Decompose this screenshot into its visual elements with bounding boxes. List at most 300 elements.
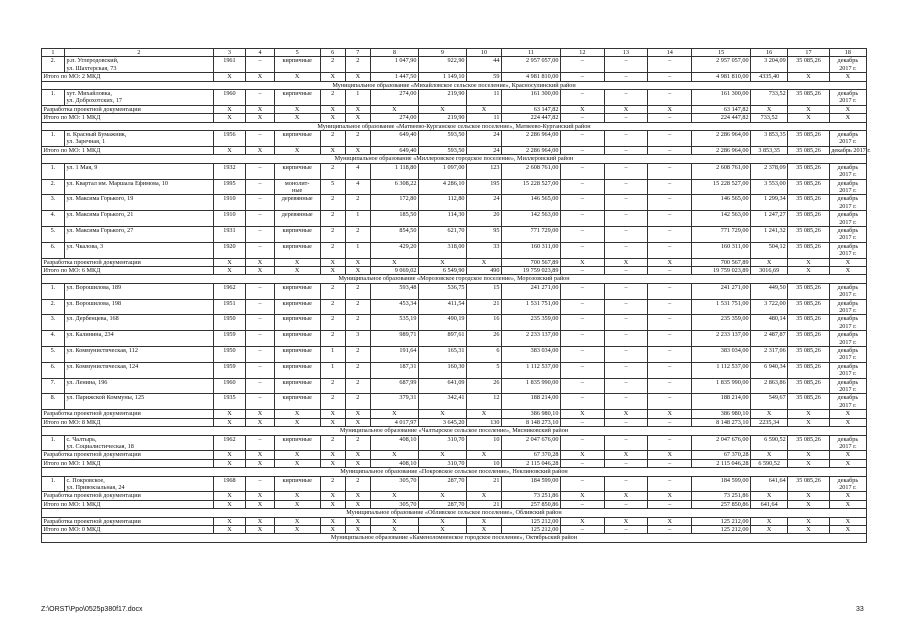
table-cell: 4. bbox=[42, 331, 65, 347]
table-cell: 112,80 bbox=[418, 195, 466, 211]
total-cell: – bbox=[604, 500, 648, 508]
table-cell: – bbox=[246, 476, 274, 492]
total-cell: – bbox=[604, 73, 648, 81]
table-cell: – bbox=[604, 394, 648, 410]
table-cell: – bbox=[648, 195, 692, 211]
total-cell: X bbox=[751, 492, 788, 500]
total-cell: X bbox=[829, 525, 866, 533]
total-cell: 2235,34 bbox=[751, 418, 788, 426]
table-cell: 1962 bbox=[213, 283, 246, 299]
total-cell: 287,70 bbox=[418, 500, 466, 508]
total-cell: 125 212,00 bbox=[692, 525, 751, 533]
total-row bbox=[42, 517, 867, 525]
table-cell: 35 085,26 bbox=[788, 131, 830, 147]
table-cell: 1961 bbox=[213, 57, 246, 73]
total-cell: X bbox=[560, 105, 604, 113]
building-row bbox=[42, 378, 867, 394]
total-cell: 2 286 964,00 bbox=[501, 146, 560, 154]
table-cell: – bbox=[648, 299, 692, 315]
building-row bbox=[42, 362, 867, 378]
table-cell: 160 311,00 bbox=[692, 242, 751, 258]
total-cell: – bbox=[604, 525, 648, 533]
total-cell: 19 759 023,89 bbox=[692, 266, 751, 274]
table-cell: декабрь 2017 г. bbox=[829, 131, 866, 147]
table-cell: 1920 bbox=[213, 242, 246, 258]
building-row bbox=[42, 242, 867, 258]
table-cell: 12 bbox=[467, 394, 502, 410]
table-cell: 35 085,26 bbox=[788, 394, 830, 410]
total-cell: – bbox=[560, 525, 604, 533]
total-cell: X bbox=[274, 517, 320, 525]
building-row bbox=[42, 476, 867, 492]
table-cell: 2 487,87 bbox=[751, 331, 788, 347]
table-cell: – bbox=[648, 283, 692, 299]
table-cell: 1. bbox=[42, 435, 65, 451]
table-cell: 1. bbox=[42, 476, 65, 492]
table-cell: – bbox=[604, 378, 648, 394]
table-cell: 687,99 bbox=[370, 378, 418, 394]
table-cell: – bbox=[604, 57, 648, 73]
table-cell: 35 085,26 bbox=[788, 242, 830, 258]
total-cell: 386 980,10 bbox=[501, 410, 560, 418]
table-cell: 2 bbox=[320, 476, 345, 492]
total-row bbox=[42, 73, 867, 81]
table-cell: 1. bbox=[42, 131, 65, 147]
table-cell: 6 590,52 bbox=[751, 435, 788, 451]
total-cell: 10 bbox=[467, 459, 502, 467]
total-cell: X bbox=[345, 266, 370, 274]
total-cell: X bbox=[829, 500, 866, 508]
total-cell: – bbox=[604, 459, 648, 467]
table-cell: 5 bbox=[320, 179, 345, 195]
total-cell: – bbox=[560, 418, 604, 426]
table-cell: – bbox=[246, 90, 274, 106]
table-cell: 2 bbox=[320, 331, 345, 347]
total-cell: 125 212,00 bbox=[501, 525, 560, 533]
column-number: 13 bbox=[604, 49, 648, 57]
total-cell: 490 bbox=[467, 266, 502, 274]
address-cell: ул. Квартал им. Маршала Ефимова, 10 bbox=[64, 179, 213, 195]
total-cell: X bbox=[829, 517, 866, 525]
column-number: 3 bbox=[213, 49, 246, 57]
total-label: Итого по МО: 1 МКД bbox=[42, 146, 214, 154]
column-number: 12 bbox=[560, 49, 604, 57]
total-cell: X bbox=[418, 525, 466, 533]
table-cell: 1 bbox=[345, 242, 370, 258]
table-cell: 5 bbox=[467, 362, 502, 378]
total-cell: 274,00 bbox=[370, 114, 418, 122]
table-cell: 160,30 bbox=[418, 362, 466, 378]
page-number: 33 bbox=[856, 606, 864, 613]
table-cell: 11 bbox=[467, 90, 502, 106]
column-number: 1 bbox=[42, 49, 65, 57]
address-cell: хут. Михайловка, ул. Доброхотских, 17 bbox=[64, 90, 213, 106]
table-cell: 504,12 bbox=[751, 242, 788, 258]
total-cell: – bbox=[648, 525, 692, 533]
total-cell: X bbox=[788, 266, 830, 274]
table-cell: 185,50 bbox=[370, 211, 418, 227]
table-cell: 195 bbox=[467, 179, 502, 195]
table-cell: 3. bbox=[42, 195, 65, 211]
total-cell: X bbox=[213, 114, 246, 122]
table-cell: 2 bbox=[345, 299, 370, 315]
total-cell: X bbox=[246, 517, 274, 525]
total-cell: 63 147,82 bbox=[501, 105, 560, 113]
table-cell: 2 bbox=[345, 378, 370, 394]
total-cell: – bbox=[604, 114, 648, 122]
total-cell: 24 bbox=[467, 146, 502, 154]
table-cell: 35 085,26 bbox=[788, 435, 830, 451]
total-cell: 2 286 964,00 bbox=[692, 146, 751, 154]
table-cell: 241 271,00 bbox=[692, 283, 751, 299]
table-cell: – bbox=[648, 394, 692, 410]
table-cell: 4 bbox=[345, 179, 370, 195]
total-cell: X bbox=[320, 73, 345, 81]
table-cell: 4 bbox=[345, 163, 370, 179]
total-cell: 408,10 bbox=[370, 459, 418, 467]
building-row bbox=[42, 163, 867, 179]
address-cell: р.п. Углеродовский, ул. Шахтерская, 73 bbox=[64, 57, 213, 73]
total-cell: 224 447,82 bbox=[692, 114, 751, 122]
total-cell: X bbox=[320, 451, 345, 459]
table-cell: 2. bbox=[42, 299, 65, 315]
table-cell: 35 085,26 bbox=[788, 226, 830, 242]
table-cell: 2 957 057,00 bbox=[501, 57, 560, 73]
table-cell: – bbox=[246, 362, 274, 378]
total-cell: 257 850,86 bbox=[501, 500, 560, 508]
table-cell: декабрь 2017 г. bbox=[829, 378, 866, 394]
table-cell: – bbox=[648, 57, 692, 73]
municipality-section-row bbox=[42, 427, 867, 435]
total-cell: X bbox=[788, 525, 830, 533]
total-cell: – bbox=[648, 418, 692, 426]
table-cell: – bbox=[560, 226, 604, 242]
table-cell: 188 214,00 bbox=[501, 394, 560, 410]
table-cell: 1 835 990,00 bbox=[692, 378, 751, 394]
total-label: Разработка проектной документации bbox=[42, 451, 214, 459]
table-cell: 2 bbox=[320, 394, 345, 410]
table-cell: 2 233 137,00 bbox=[501, 331, 560, 347]
table-cell: – bbox=[648, 476, 692, 492]
table-cell: – bbox=[246, 226, 274, 242]
table-cell: 35 085,26 bbox=[788, 378, 830, 394]
total-cell: – bbox=[648, 114, 692, 122]
table-cell: 3 553,00 bbox=[751, 179, 788, 195]
table-cell: 480,14 bbox=[751, 315, 788, 331]
building-row bbox=[42, 435, 867, 451]
total-cell: 700 567,89 bbox=[692, 258, 751, 266]
total-cell: X bbox=[829, 114, 866, 122]
total-cell: X bbox=[320, 492, 345, 500]
table-cell: 184 599,00 bbox=[692, 476, 751, 492]
total-row bbox=[42, 258, 867, 266]
total-cell: 6 590,52 bbox=[751, 459, 788, 467]
table-cell: 20 bbox=[467, 211, 502, 227]
municipality-section-row bbox=[42, 509, 867, 517]
total-cell: X bbox=[246, 525, 274, 533]
total-label: Итого по МО: 1 МКД bbox=[42, 114, 214, 122]
table-cell: 187,31 bbox=[370, 362, 418, 378]
total-cell: 3 645,20 bbox=[418, 418, 466, 426]
total-row bbox=[42, 418, 867, 426]
total-cell: 35 085,26 bbox=[788, 146, 830, 154]
total-cell: – bbox=[604, 418, 648, 426]
table-cell: 621,70 bbox=[418, 226, 466, 242]
table-cell: 4 286,10 bbox=[418, 179, 466, 195]
total-cell: X bbox=[788, 258, 830, 266]
table-cell: – bbox=[604, 242, 648, 258]
table-cell: 2 bbox=[320, 283, 345, 299]
table-cell: – bbox=[560, 394, 604, 410]
column-number: 9 bbox=[418, 49, 466, 57]
table-cell: 35 085,26 bbox=[788, 299, 830, 315]
section-title: Муниципальное образование «Михайловское сельское поселение», Красносулинский район bbox=[42, 81, 867, 89]
table-cell: 1959 bbox=[213, 362, 246, 378]
total-cell: X bbox=[246, 410, 274, 418]
table-cell: декабрь 2017 г. bbox=[829, 179, 866, 195]
total-cell: X bbox=[370, 105, 418, 113]
table-cell: 2 bbox=[345, 347, 370, 363]
table-cell: 1 299,34 bbox=[751, 195, 788, 211]
total-cell: X bbox=[370, 410, 418, 418]
table-cell: 114,30 bbox=[418, 211, 466, 227]
total-cell: X bbox=[604, 258, 648, 266]
section-title: Муниципальное образование «Матвеево-Курганское сельское поселение», Матвеево-Курганский район bbox=[42, 122, 867, 130]
table-cell: 35 085,26 bbox=[788, 362, 830, 378]
table-cell: – bbox=[246, 211, 274, 227]
table-cell: – bbox=[648, 179, 692, 195]
total-cell: X bbox=[788, 418, 830, 426]
total-label: Итого по МО: 2 МКД bbox=[42, 73, 214, 81]
column-number: 11 bbox=[501, 49, 560, 57]
table-cell: декабрь 2017 г. bbox=[829, 299, 866, 315]
table-cell: 146 565,00 bbox=[501, 195, 560, 211]
table-cell: 24 bbox=[467, 131, 502, 147]
table-cell: кирпичные bbox=[274, 226, 320, 242]
table-cell: 490,19 bbox=[418, 315, 466, 331]
table-cell: 593,50 bbox=[418, 131, 466, 147]
total-cell: X bbox=[418, 105, 466, 113]
total-cell: X bbox=[345, 258, 370, 266]
table-cell: 1. bbox=[42, 90, 65, 106]
table-cell: 535,19 bbox=[370, 315, 418, 331]
table-cell: 161 300,00 bbox=[501, 90, 560, 106]
total-cell: X bbox=[648, 451, 692, 459]
total-cell: X bbox=[213, 410, 246, 418]
table-cell: 2 bbox=[320, 378, 345, 394]
table-cell: 35 085,26 bbox=[788, 315, 830, 331]
table-cell: 989,71 bbox=[370, 331, 418, 347]
total-cell: X bbox=[560, 410, 604, 418]
total-cell: X bbox=[788, 73, 830, 81]
table-cell: декабрь 2017 г. bbox=[829, 362, 866, 378]
building-row bbox=[42, 179, 867, 195]
total-cell: 649,40 bbox=[370, 146, 418, 154]
table-cell: 379,31 bbox=[370, 394, 418, 410]
total-row bbox=[42, 459, 867, 467]
table-cell: – bbox=[648, 242, 692, 258]
table-cell: 35 085,26 bbox=[788, 179, 830, 195]
table-cell: 6 940,34 bbox=[751, 362, 788, 378]
municipality-section-row bbox=[42, 468, 867, 476]
table-cell: 2 047 676,00 bbox=[692, 435, 751, 451]
table-cell: 241 271,00 bbox=[501, 283, 560, 299]
table-cell: – bbox=[246, 394, 274, 410]
table-cell: декабрь 2017 г. bbox=[829, 283, 866, 299]
table-cell: 188 214,00 bbox=[692, 394, 751, 410]
table-cell: кирпичные bbox=[274, 131, 320, 147]
table-cell: 2 bbox=[345, 195, 370, 211]
table-cell: 35 085,26 bbox=[788, 195, 830, 211]
table-cell: 1 112 537,00 bbox=[692, 362, 751, 378]
table-cell: 649,40 bbox=[370, 131, 418, 147]
table-cell: 15 228 527,00 bbox=[692, 179, 751, 195]
building-row bbox=[42, 131, 867, 147]
total-row bbox=[42, 146, 867, 154]
total-cell: X bbox=[320, 500, 345, 508]
total-cell: X bbox=[829, 410, 866, 418]
table-cell: – bbox=[560, 299, 604, 315]
total-cell: X bbox=[788, 114, 830, 122]
total-cell: 125 212,00 bbox=[501, 517, 560, 525]
table-cell: – bbox=[648, 163, 692, 179]
table-cell: 3 204,09 bbox=[751, 57, 788, 73]
table-cell: 897,61 bbox=[418, 331, 466, 347]
table-cell: 235 359,00 bbox=[692, 315, 751, 331]
column-number: 7 bbox=[345, 49, 370, 57]
total-cell: 59 bbox=[467, 73, 502, 81]
total-cell: 2 115 046,28 bbox=[692, 459, 751, 467]
table-cell: 274,00 bbox=[370, 90, 418, 106]
table-cell: 35 085,26 bbox=[788, 57, 830, 73]
total-cell: X bbox=[467, 525, 502, 533]
total-cell: X bbox=[751, 410, 788, 418]
total-row bbox=[42, 525, 867, 533]
table-cell: 8. bbox=[42, 394, 65, 410]
total-cell: 1 447,50 bbox=[370, 73, 418, 81]
table-cell: 1. bbox=[42, 163, 65, 179]
total-cell: X bbox=[467, 492, 502, 500]
table-cell: 6 308,22 bbox=[370, 179, 418, 195]
table-cell: 35 085,26 bbox=[788, 90, 830, 106]
building-row bbox=[42, 315, 867, 331]
total-cell: X bbox=[648, 492, 692, 500]
address-cell: ул. Ленина, 196 bbox=[64, 378, 213, 394]
total-cell: X bbox=[213, 492, 246, 500]
total-cell: X bbox=[345, 73, 370, 81]
table-cell: 1 bbox=[345, 90, 370, 106]
section-title: Муниципальное образование «Обливское сельское поселение», Обливский район bbox=[42, 509, 867, 517]
table-cell: 2 608 761,00 bbox=[692, 163, 751, 179]
column-number: 5 bbox=[274, 49, 320, 57]
total-cell: X bbox=[751, 105, 788, 113]
total-cell: X bbox=[560, 517, 604, 525]
total-cell: X bbox=[246, 418, 274, 426]
table-cell: 1960 bbox=[213, 90, 246, 106]
building-row bbox=[42, 394, 867, 410]
total-cell: X bbox=[274, 451, 320, 459]
table-cell: 383 034,00 bbox=[501, 347, 560, 363]
table-cell: 1995 bbox=[213, 179, 246, 195]
table-cell: – bbox=[246, 131, 274, 147]
table-cell: 1 247,27 bbox=[751, 211, 788, 227]
table-cell: декабрь 2017 г. bbox=[829, 90, 866, 106]
total-cell: 1 149,10 bbox=[418, 73, 466, 81]
total-cell: X bbox=[320, 459, 345, 467]
total-cell: – bbox=[648, 266, 692, 274]
building-row bbox=[42, 195, 867, 211]
table-cell: – bbox=[246, 195, 274, 211]
total-cell: X bbox=[246, 73, 274, 81]
table-cell: – bbox=[246, 57, 274, 73]
table-cell: 26 bbox=[467, 331, 502, 347]
total-cell: X bbox=[467, 410, 502, 418]
table-cell: 593,48 bbox=[370, 283, 418, 299]
table-cell: – bbox=[246, 378, 274, 394]
total-label: Разработка проектной документации bbox=[42, 517, 214, 525]
table-cell: 2 bbox=[345, 394, 370, 410]
total-cell: X bbox=[829, 459, 866, 467]
total-cell: 19 759 023,89 bbox=[501, 266, 560, 274]
table-cell: кирпичные bbox=[274, 283, 320, 299]
column-number: 18 bbox=[829, 49, 866, 57]
table-cell: декабрь 2017 г. bbox=[829, 476, 866, 492]
total-cell: 8 148 273,10 bbox=[692, 418, 751, 426]
table-cell: – bbox=[560, 211, 604, 227]
table-cell: 1932 bbox=[213, 163, 246, 179]
total-cell: X bbox=[751, 525, 788, 533]
total-cell: X bbox=[320, 105, 345, 113]
total-row bbox=[42, 114, 867, 122]
column-number: 16 bbox=[751, 49, 788, 57]
total-cell: 67 370,28 bbox=[501, 451, 560, 459]
total-cell: 733,52 bbox=[751, 114, 788, 122]
table-cell: 2 317,06 bbox=[751, 347, 788, 363]
total-cell: X bbox=[467, 105, 502, 113]
table-cell: – bbox=[560, 179, 604, 195]
table-cell: декабрь 2017 г. bbox=[829, 394, 866, 410]
table-cell: 2 bbox=[320, 242, 345, 258]
municipality-section-row bbox=[42, 275, 867, 283]
table-cell: 2 bbox=[345, 315, 370, 331]
table-cell: 383 034,00 bbox=[692, 347, 751, 363]
total-cell: X bbox=[751, 517, 788, 525]
table-cell: – bbox=[604, 195, 648, 211]
table-cell: 453,34 bbox=[370, 299, 418, 315]
table-cell: 26 bbox=[467, 378, 502, 394]
table-cell: – bbox=[648, 315, 692, 331]
total-cell: X bbox=[274, 266, 320, 274]
table-cell: 35 085,26 bbox=[788, 476, 830, 492]
table-cell: 191,64 bbox=[370, 347, 418, 363]
total-cell: X bbox=[829, 451, 866, 459]
table-cell: кирпичные bbox=[274, 394, 320, 410]
total-cell: X bbox=[320, 146, 345, 154]
total-cell: X bbox=[751, 258, 788, 266]
total-cell: X bbox=[213, 105, 246, 113]
table-cell: 2. bbox=[42, 57, 65, 73]
total-cell: X bbox=[604, 451, 648, 459]
table-cell: – bbox=[560, 362, 604, 378]
total-cell: X bbox=[274, 146, 320, 154]
table-cell: 1 112 537,00 bbox=[501, 362, 560, 378]
total-cell: X bbox=[274, 114, 320, 122]
total-cell: X bbox=[829, 73, 866, 81]
total-cell: X bbox=[418, 492, 466, 500]
table-cell: – bbox=[648, 362, 692, 378]
table-cell: 641,64 bbox=[751, 476, 788, 492]
total-cell: X bbox=[648, 258, 692, 266]
